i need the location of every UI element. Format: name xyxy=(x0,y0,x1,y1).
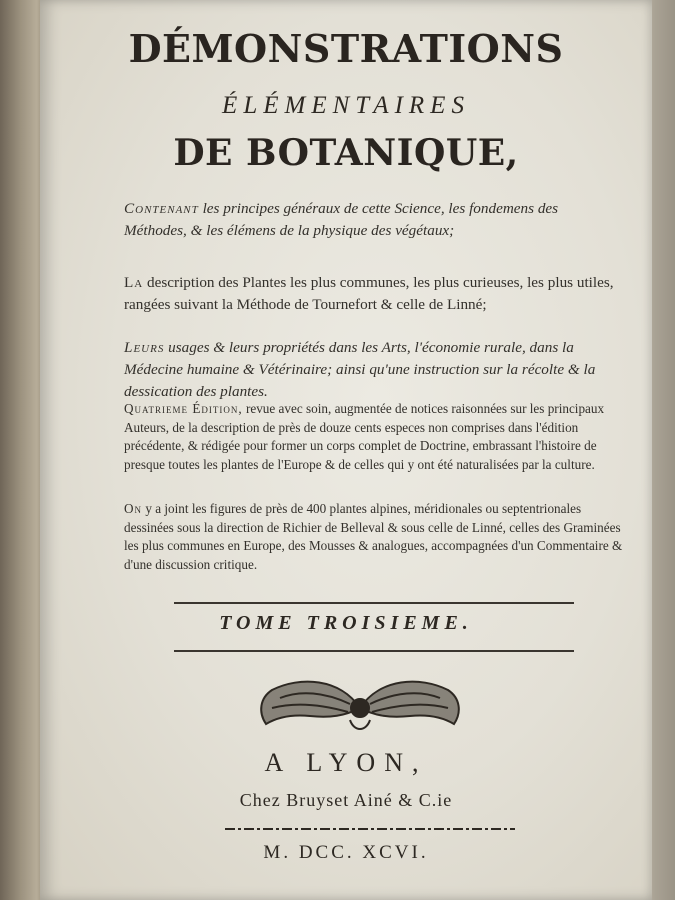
paragraph-description xyxy=(124,272,624,316)
paragraph-lead: Contenant xyxy=(124,200,199,217)
paragraph-lead: On xyxy=(124,501,143,516)
imprint-city: A LYON, xyxy=(264,748,428,777)
paragraph-text: y a joint les figures de près de 400 plantes alpines, méridionales ou septentrionales dessinées sous la direction de Richier de Belleval & sous celle de Linné, celles des Graminées les plus communes en Europe, des Mousses & analogues, accompagnées d'un Commentaire & d'une discussion critique. xyxy=(124,501,623,572)
paragraph-lead: Leurs xyxy=(124,339,165,356)
paragraph-text: les principes généraux de cette Science, les fondemens des Méthodes, & les élémens de la physique des végétaux; xyxy=(124,200,559,239)
paragraph-lead: La xyxy=(124,274,144,291)
title-line-2: ÉLÉMENTAIRES xyxy=(222,92,470,119)
paragraph-contents xyxy=(124,198,624,242)
ornamental-rule-icon xyxy=(225,824,515,834)
paragraph-edition xyxy=(124,400,629,474)
paragraph-text: description des Plantes les plus communes, les plus curieuses, les plus utiles, rangées suivant la Méthode de Tournefort & celle de Linné; xyxy=(124,274,614,313)
paragraph-text: usages & leurs propriétés dans les Arts, l'économie rurale, dans la Médecine humaine & Vétérinaire; ainsi qu'une instruction sur la récolte & la dessication des plantes. xyxy=(124,339,596,400)
paragraph-text: revue avec soin, augmentée de notices raisonnées sur les principaux Auteurs, de la description de près de douze cents especes non comprises dans l'édition précédente, & rédigée pour former un corps complet de Doctrine, embrassant l'histoire de presque toutes les plantes de l'Europe & de celles qui y ont été naturalisées par la culture. xyxy=(124,401,605,472)
printers-ornament-icon xyxy=(250,668,470,740)
imprint-printer: Chez Bruyset Ainé & C.ie xyxy=(239,790,453,810)
title-line-1: DÉMONSTRATIONS xyxy=(128,26,564,71)
divider-rule-bottom xyxy=(174,650,574,652)
paragraph-usages xyxy=(124,337,624,403)
volume-label: TOME TROISIEME. xyxy=(219,612,473,634)
title-line-3: DE BOTANIQUE, xyxy=(173,132,519,174)
imprint-year: M. DCC. XCVI. xyxy=(263,842,429,863)
paragraph-lead: Quatrieme Édition, xyxy=(124,401,243,416)
paragraph-figures xyxy=(124,500,629,574)
divider-rule-top xyxy=(174,602,574,604)
title-page xyxy=(40,0,652,900)
